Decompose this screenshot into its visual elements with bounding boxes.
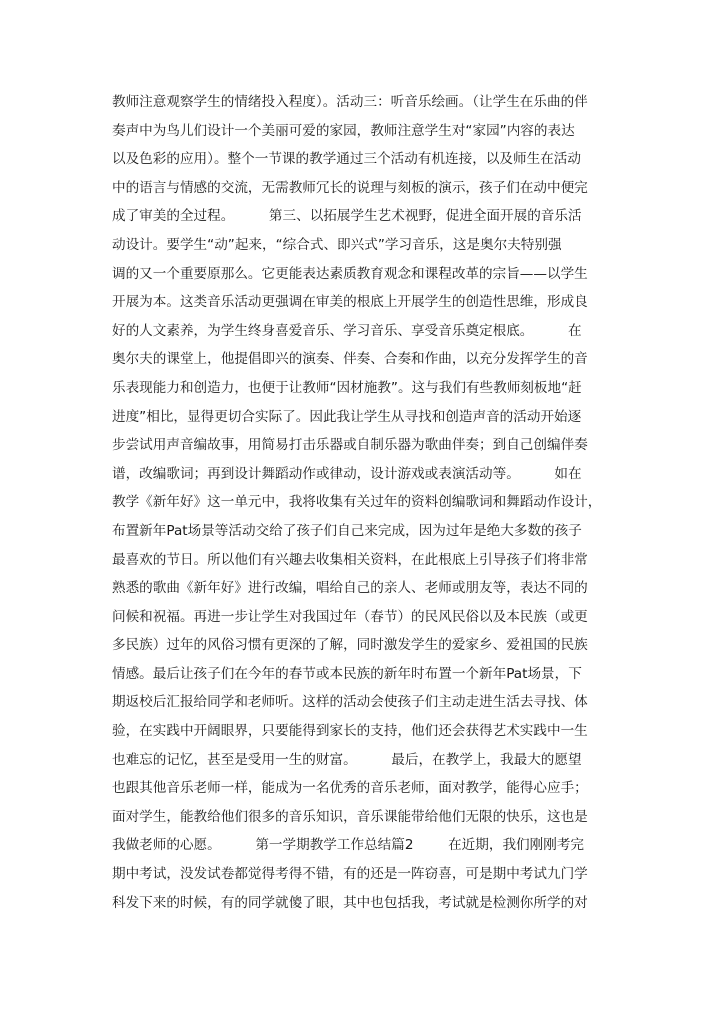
text-line: 调的又一个重要原那么。它更能表达素质教育观念和课程改革的宗旨——以学生 bbox=[112, 265, 588, 282]
text-line: 以及色彩的应用）。整个一节课的教学通过三个活动有机连接，以及师生在活动 bbox=[112, 151, 581, 168]
text-line: 谱，改编歌词；再到设计舞蹈动作或律动，设计游戏或表演活动等。 如在 bbox=[112, 465, 582, 482]
text-line: 问候和祝福。再进一步让学生对我国过年（春节）的民风民俗以及本民族（或更 bbox=[112, 608, 588, 625]
text-line: 教学《新年好》这一单元中，我将收集有关过年的资料创编歌词和舞蹈动作设计， bbox=[112, 494, 602, 511]
text-line: 期中考试，没发试卷都觉得考得不错，有的还是一阵窃喜，可是期中考试九门学 bbox=[112, 866, 588, 883]
text-line: 多民族）过年的风俗习惯有更深的了解，同时激发学生的爱家乡、爱祖国的民族 bbox=[112, 637, 588, 654]
text-line: 奥尔夫的课堂上，他提倡即兴的演奏、伴奏、合奏和作曲，以充分发挥学生的音 bbox=[112, 351, 588, 368]
text-line: 布置新年Pat场景等活动交给了孩子们自己来完成，因为过年是绝大多数的孩子 bbox=[112, 522, 582, 539]
text-line: 熟悉的歌曲《新年好》进行改编，唱给自己的亲人、老师或朋友等，表达不同的 bbox=[112, 580, 588, 597]
text-line: 也跟其他音乐老师一样，能成为一名优秀的音乐老师，面对教学，能得心应手； bbox=[112, 780, 588, 797]
text-line: 教师注意观察学生的情绪投入程度）。活动三：听音乐绘画。（让学生在乐曲的伴 bbox=[112, 94, 588, 110]
text-line: 步尝试用声音编故事，用简易打击乐器或自制乐器为歌曲伴奏；到自己创编伴奏 bbox=[112, 437, 588, 454]
text-line: 成了审美的全过程。 第三、以拓展学生艺术视野，促进全面开展的音乐活 bbox=[112, 208, 582, 225]
text-line: 也难忘的记忆，甚至是受用一生的财富。 最后，在教学上，我最大的愿望 bbox=[112, 751, 582, 768]
text-line: 开展为本。这类音乐活动更强调在审美的根底上开展学生的创造性思维，形成良 bbox=[112, 294, 588, 311]
text-line: 中的语言与情感的交流，无需教师冗长的说理与刻板的演示，孩子们在动中便完 bbox=[112, 179, 588, 196]
text-line: 乐表现能力和创造力，也便于让教师“因材施教”。这与我们有些教师刻板地“赶 bbox=[112, 379, 582, 396]
text-line: 期返校后汇报给同学和老师听。这样的活动会使孩子们主动走进生活去寻找、体 bbox=[112, 694, 588, 711]
text-line: 面对学生，能教给他们很多的音乐知识，音乐课能带给他们无限的快乐，这也是 bbox=[112, 808, 588, 825]
text-line: 最喜欢的节日。所以他们有兴趣去收集相关资料，在此根底上引导孩子们将非常 bbox=[112, 551, 588, 568]
text-line: 科发下来的时候，有的同学就傻了眼，其中也包括我，考试就是检测你所学的对 bbox=[112, 894, 588, 911]
text-line: 验，在实践中开阔眼界，只要能得到家长的支持，他们还会获得艺术实践中一生 bbox=[112, 723, 588, 740]
text-line: 我做老师的心愿。 第一学期教学工作总结篇2 在近期，我们刚刚考完 bbox=[112, 837, 585, 854]
text-line: 情感。最后让孩子们在今年的春节或本民族的新年时布置一个新年Pat场景，下 bbox=[112, 665, 582, 682]
text-line: 好的人文素养，为学生终身喜爱音乐、学习音乐、享受音乐奠定根底。 在 bbox=[112, 322, 582, 339]
text-line: 动设计。要学生“动”起来，“综合式、即兴式”学习音乐，这是奥尔夫特别强 bbox=[112, 236, 562, 253]
text-line: 奏声中为鸟儿们设计一个美丽可爱的家园，教师注意学生对“家园”内容的表达 bbox=[112, 122, 575, 139]
text-line: 进度”相比，显得更切合实际了。因此我让学生从寻找和创造声音的活动开始逐 bbox=[112, 408, 582, 425]
body-text bbox=[112, 88, 632, 917]
